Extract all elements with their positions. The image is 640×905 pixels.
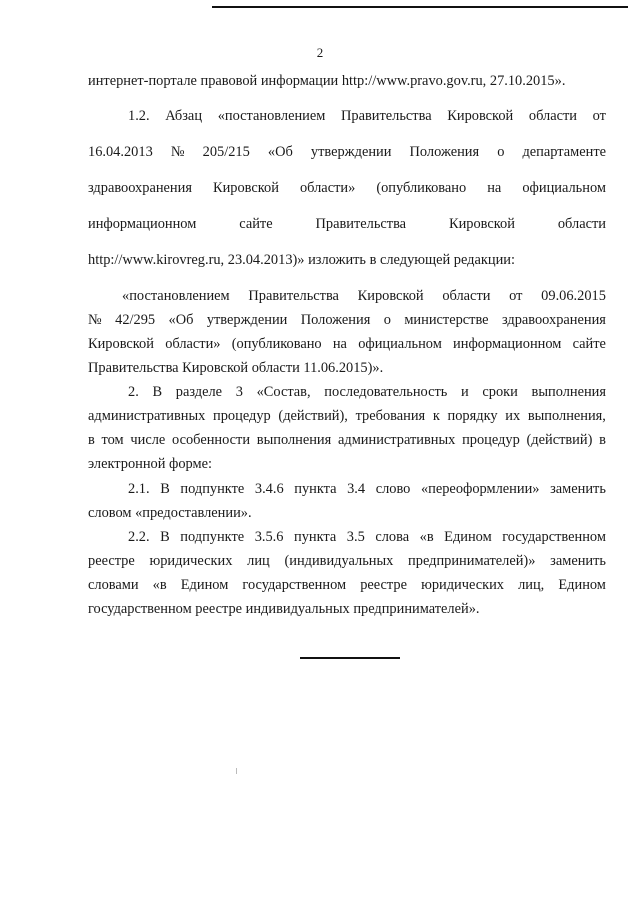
word: Положения (409, 144, 480, 160)
word: административных (337, 432, 456, 448)
word: 3 (235, 384, 243, 400)
word: Положения (300, 312, 371, 328)
word: последовательность (324, 384, 448, 400)
word: «переоформлении» (420, 481, 540, 497)
text-line (88, 407, 606, 425)
word: реестре (88, 553, 135, 569)
word: 3.5 (346, 529, 365, 545)
text-line (88, 552, 606, 570)
word: лиц, (518, 577, 545, 593)
word: официальном (358, 336, 442, 352)
word: о (497, 144, 505, 160)
word: «Об (267, 144, 293, 160)
word: 3.5.6 (254, 529, 284, 545)
word: 3.4 (347, 481, 366, 497)
word: процедур (462, 432, 520, 448)
word: Правительства (341, 108, 432, 124)
text-line (128, 528, 606, 546)
word: заменить (550, 553, 606, 569)
text-line: интернет-портале правовой информации http://www.pravo.gov.ru, 27.10.2015». (88, 73, 566, 89)
text-line (122, 287, 606, 305)
word: министерстве (404, 312, 489, 328)
word: порядку (447, 408, 498, 424)
word: 2.1. (128, 481, 150, 497)
word: юридических (421, 577, 504, 593)
word: Кировской (447, 108, 514, 124)
text-line (88, 311, 606, 329)
word: Правительства (248, 288, 339, 304)
word: официальном (522, 180, 606, 196)
word: выполнения, (527, 408, 606, 424)
word: области» (165, 336, 221, 352)
word: реестре (360, 577, 407, 593)
word: департаменте (522, 144, 606, 160)
text-line (88, 215, 606, 233)
word: выполнения (256, 432, 332, 448)
word: информационном (88, 216, 197, 232)
word: Абзац (165, 108, 203, 124)
word: 1.2. (128, 108, 150, 124)
word: 42/295 (115, 312, 156, 328)
text-line (128, 480, 606, 498)
word: информационном (453, 336, 562, 352)
word: области» (299, 180, 356, 196)
word: юридических (149, 553, 233, 569)
text-line: государственном реестре индивидуальных предпринимателей». (88, 601, 480, 617)
word: административных (88, 408, 206, 424)
word: (опубликовано (231, 336, 322, 352)
word: выполнения (531, 384, 606, 400)
word: 3.4.6 (254, 481, 284, 497)
word: здравоохранения (501, 312, 606, 328)
word: от (509, 288, 523, 304)
word: Едином (444, 529, 492, 545)
word: «постановлением (217, 108, 326, 124)
word: пункта (294, 481, 337, 497)
word: слова (375, 529, 410, 545)
word: В (160, 481, 170, 497)
word: № (170, 144, 185, 160)
text-line (88, 576, 606, 594)
word: В (152, 384, 163, 400)
word: особенности (172, 432, 251, 448)
text-line (88, 179, 606, 197)
word: в (88, 432, 95, 448)
word: (индивидуальных (284, 553, 394, 569)
word: «Состав, (256, 384, 311, 400)
word: словами (88, 577, 139, 593)
word: области (442, 288, 491, 304)
word: сайте (239, 216, 273, 232)
word: (действий), (278, 408, 348, 424)
end-of-text-rule (300, 657, 400, 659)
word: «постановлением (122, 288, 230, 304)
word: к (432, 408, 440, 424)
text-line: http://www.kirovreg.ru, 23.04.2013)» изложить в следующей редакции: (88, 252, 515, 268)
word: «в (152, 577, 167, 593)
word: сайте (572, 336, 606, 352)
word: слово (375, 481, 411, 497)
text-line (88, 335, 606, 353)
word: том (101, 432, 124, 448)
word: здравоохранения (88, 180, 192, 196)
word: о (383, 312, 391, 328)
word: их (505, 408, 521, 424)
word: (действий) (526, 432, 593, 448)
word: утверждении (206, 312, 288, 328)
word: Кировской (357, 288, 424, 304)
text-line (128, 107, 606, 125)
word: государственном (242, 577, 347, 593)
word: Едином (180, 577, 229, 593)
scan-speck (236, 768, 237, 774)
word: подпункте (180, 529, 245, 545)
word: на (487, 180, 502, 196)
text-line (128, 383, 606, 401)
word: в (599, 432, 606, 448)
word: и (461, 384, 469, 400)
word: числе (130, 432, 166, 448)
word: Кировской (88, 336, 154, 352)
word: лиц (247, 553, 270, 569)
top-horizontal-rule (212, 6, 628, 8)
word: Правительства (315, 216, 407, 232)
word: подпункте (180, 481, 245, 497)
word: (опубликовано (376, 180, 467, 196)
word: Кировской (212, 180, 279, 196)
word: государственном (502, 529, 606, 545)
word: области (528, 108, 577, 124)
word: на (332, 336, 347, 352)
text-line (88, 143, 606, 161)
word: области (557, 216, 606, 232)
word: В (160, 529, 170, 545)
word: предпринимателей)» (408, 553, 536, 569)
word: «Об (168, 312, 194, 328)
word: сроки (482, 384, 518, 400)
word: 16.04.2013 (88, 144, 153, 160)
word: 2. (128, 384, 139, 400)
word: требования (355, 408, 426, 424)
word: «в (419, 529, 434, 545)
word: Едином (558, 577, 606, 593)
word: утверждении (310, 144, 392, 160)
word: пункта (294, 529, 337, 545)
word: разделе (175, 384, 223, 400)
text-line (88, 431, 606, 449)
text-line: Правительства Кировской области 11.06.2015)». (88, 360, 384, 376)
page-number: 2 (316, 45, 324, 60)
word: 205/215 (202, 144, 250, 160)
word: 2.2. (128, 529, 150, 545)
word: Кировской (448, 216, 515, 232)
word: от (592, 108, 606, 124)
word: заменить (550, 481, 606, 497)
word: 09.06.2015 (541, 288, 606, 304)
word: № (88, 312, 102, 328)
text-line: словом «предоставлении». (88, 505, 252, 521)
text-line: электронной форме: (88, 456, 213, 472)
word: процедур (213, 408, 271, 424)
